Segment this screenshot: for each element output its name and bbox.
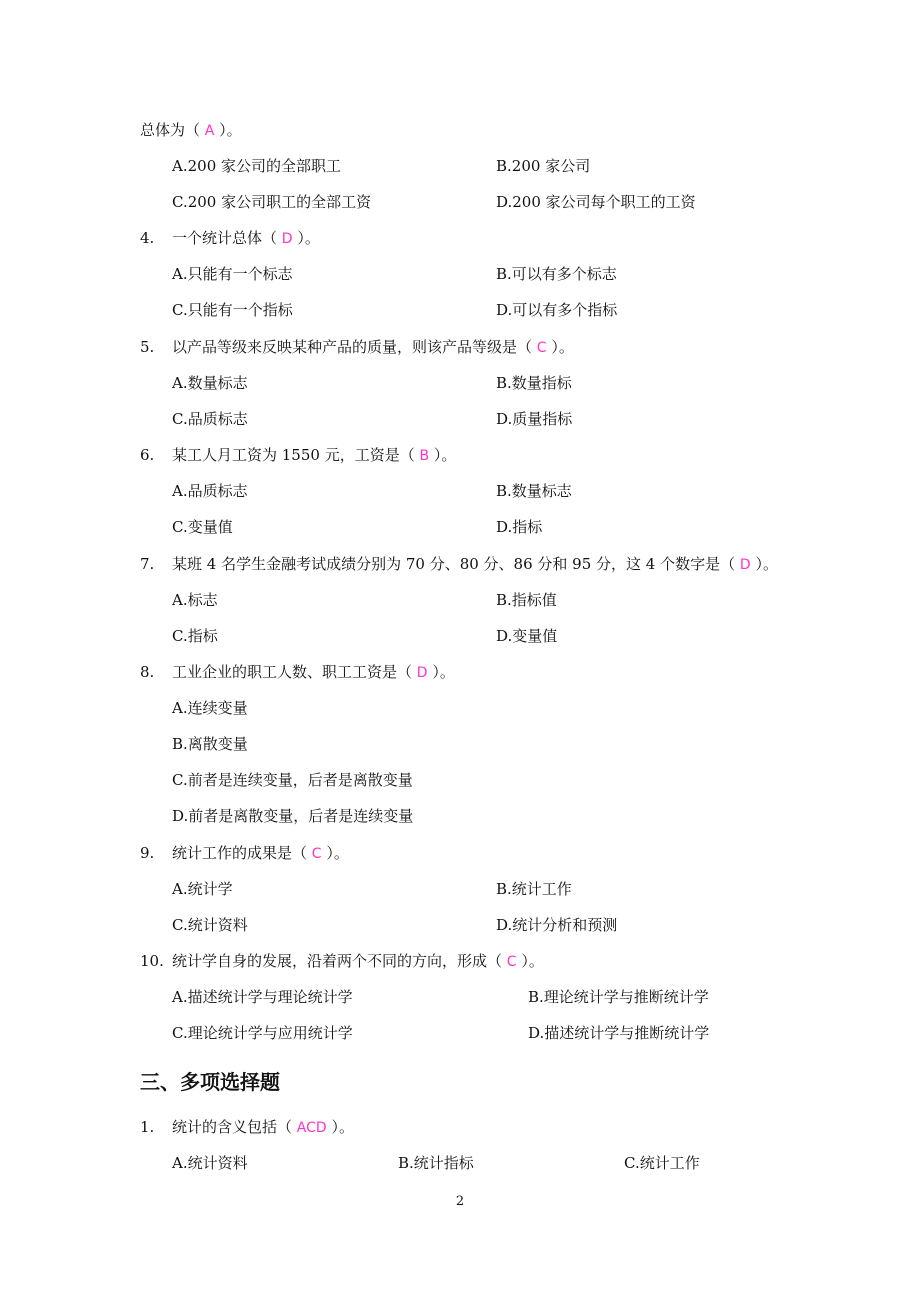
option-a: A.统计学 [172, 880, 233, 898]
option-b: B.可以有多个标志 [496, 265, 617, 283]
option-d: D.变量值 [496, 627, 558, 645]
option-a: A.品质标志 [172, 482, 248, 500]
option-d: D.200 家公司每个职工的工资 [496, 193, 696, 211]
question-3-stem: 总体为（ A ）。 [140, 121, 242, 139]
question-number: 8. [140, 663, 155, 681]
option-a: A.描述统计学与理论统计学 [172, 988, 353, 1006]
option-b: B.指标值 [496, 591, 557, 609]
option-c: C.前者是连续变量，后者是离散变量 [172, 771, 413, 789]
question-number: 10. [140, 952, 164, 970]
question-number: 9. [140, 844, 155, 862]
question-number: 7. [140, 555, 155, 573]
option-b: B.数量标志 [496, 482, 572, 500]
option-d: D.指标 [496, 518, 543, 536]
question-stem: 以产品等级来反映某种产品的质量，则该产品等级是（ C ）。 [172, 338, 574, 356]
answer-key: D [416, 665, 428, 681]
question-stem: 某工人月工资为 1550 元，工资是（ B ）。 [172, 446, 457, 464]
option-d: D.统计分析和预测 [496, 916, 618, 934]
answer-key: ACD [296, 1120, 327, 1136]
section-heading: 三、多项选择题 [140, 1070, 280, 1094]
question-stem: 统计工作的成果是（ C ）。 [172, 844, 349, 862]
option-b: B.理论统计学与推断统计学 [528, 988, 709, 1006]
question-stem: 工业企业的职工人数、职工工资是（ D ）。 [172, 663, 455, 681]
question-number: 4. [140, 229, 155, 247]
answer-key: A [204, 123, 215, 139]
answer-key: C [536, 340, 547, 356]
option-d: D.前者是离散变量，后者是连续变量 [172, 807, 414, 825]
option-b: B.统计指标 [398, 1154, 474, 1172]
option-b: B.统计工作 [496, 880, 572, 898]
option-d: D.描述统计学与推断统计学 [528, 1024, 710, 1042]
answer-key: C [311, 846, 322, 862]
option-a: A.数量标志 [172, 374, 248, 392]
question-stem: 某班 4 名学生金融考试成绩分别为 70 分、80 分、86 分和 95 分，这 4 个数字是（ D ）。 [172, 555, 778, 573]
option-b: B.离散变量 [172, 735, 248, 753]
option-b: B.数量指标 [496, 374, 572, 392]
answer-key: D [281, 231, 293, 247]
option-c: C.统计资料 [172, 916, 248, 934]
answer-key: D [739, 557, 751, 573]
question-stem: 一个统计总体（ D ）。 [172, 229, 320, 247]
option-c: C.变量值 [172, 518, 233, 536]
option-a: A.200 家公司的全部职工 [172, 157, 341, 175]
answer-key: B [419, 448, 430, 464]
option-a: A.只能有一个标志 [172, 265, 293, 283]
answer-key: C [506, 954, 517, 970]
option-c: C.200 家公司职工的全部工资 [172, 193, 372, 211]
option-a: A.连续变量 [172, 699, 248, 717]
option-a: A.标志 [172, 591, 218, 609]
option-c: C.只能有一个指标 [172, 301, 293, 319]
question-number: 1. [140, 1118, 155, 1136]
option-c: C.品质标志 [172, 410, 248, 428]
option-a: A.统计资料 [172, 1154, 248, 1172]
question-number: 5. [140, 338, 155, 356]
question-stem: 统计的含义包括（ ACD ）。 [172, 1118, 354, 1136]
question-stem: 统计学自身的发展，沿着两个不同的方向，形成（ C ）。 [172, 952, 544, 970]
option-c: C.统计工作 [624, 1154, 700, 1172]
question-number: 6. [140, 446, 155, 464]
page-number: 2 [455, 1194, 465, 1209]
option-b: B.200 家公司 [496, 157, 591, 175]
option-c: C.理论统计学与应用统计学 [172, 1024, 353, 1042]
option-d: D.可以有多个指标 [496, 301, 618, 319]
option-d: D.质量指标 [496, 410, 573, 428]
option-c: C.指标 [172, 627, 218, 645]
